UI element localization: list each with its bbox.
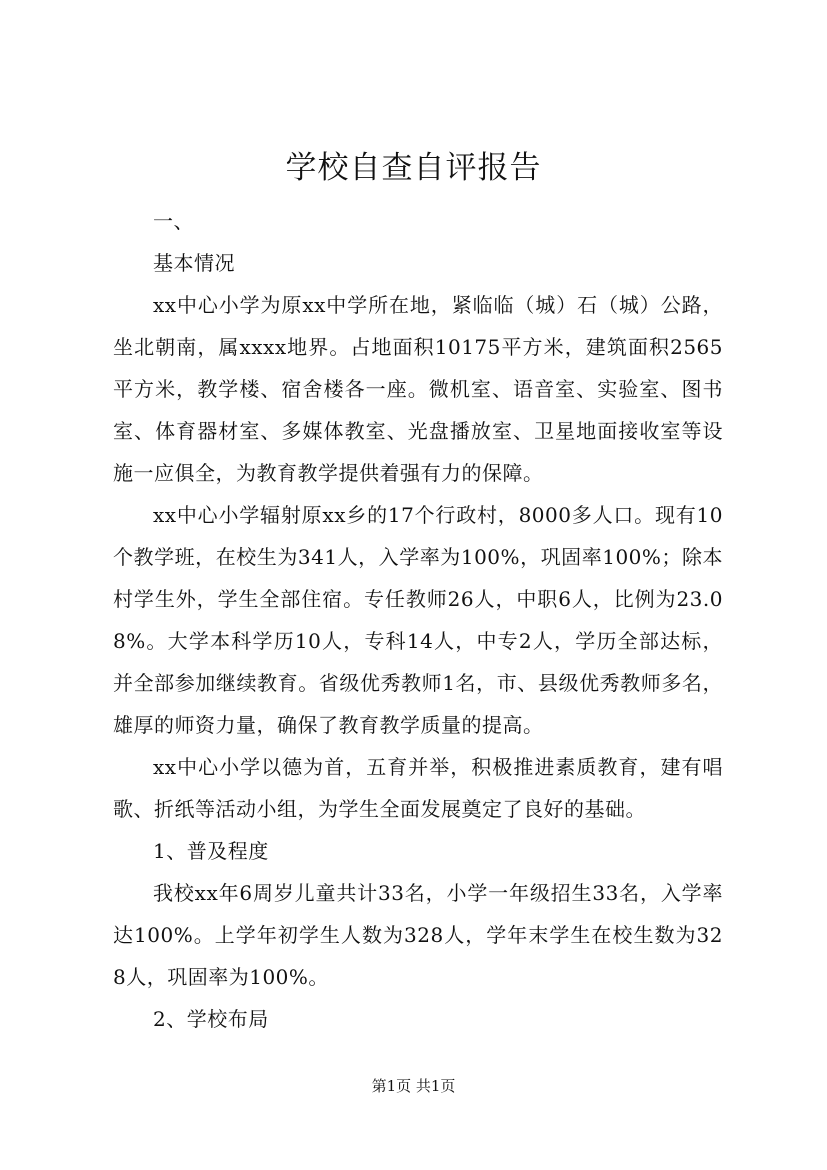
section-number: 一、 xyxy=(153,209,194,233)
paragraph-moral-education: xx中心小学以德为首，五育并举，积极推进素质教育，建有唱歌、折纸等活动小组，为学生全面发展奠定了良好的基础。 xyxy=(113,755,723,821)
subheading-school-layout: 2、学校布局 xyxy=(153,1007,269,1031)
document-title: 学校自查自评报告 xyxy=(285,150,542,186)
paragraph-school-facilities: xx中心小学为原xx中学所在地，紧临临（城）石（城）公路，坐北朝南，属xxxx地界。占地面积10175平方米，建筑面积2565平方米，教学楼、宿舍楼各一座。微机室、语音室、实验室、图书室、体育器材室、多媒体教室、光盘播放室、卫星地面接收室等设施一应俱全，为教育教学提供着强有力的保障。 xyxy=(113,293,723,485)
paragraph-enrollment: 我校xx年6周岁儿童共计33名，小学一年级招生33名，入学率达100%。上学年初学生人数为328人，学年末学生在校生数为328人，巩固率为100%。 xyxy=(113,881,723,989)
document-body xyxy=(113,200,723,1040)
page-footer: 第1页 共1页 xyxy=(371,1077,456,1095)
section-heading-basic-info: 基本情况 xyxy=(153,251,235,275)
paragraph-school-staff: xx中心小学辐射原xx乡的17个行政村，8000多人口。现有10个教学班，在校生为341人，入学率为100%，巩固率100%；除本村学生外，学生全部住宿。专任教师26人，中职6人，比例为23.08%。大学本科学历10人，专科14人，中专2人，学历全部达标，并全部参加继续教育。省级优秀教师1名，市、县级优秀教师多名，雄厚的师资力量，确保了教育教学质量的提高。 xyxy=(113,503,723,737)
subheading-enrollment: 1、普及程度 xyxy=(153,839,269,863)
